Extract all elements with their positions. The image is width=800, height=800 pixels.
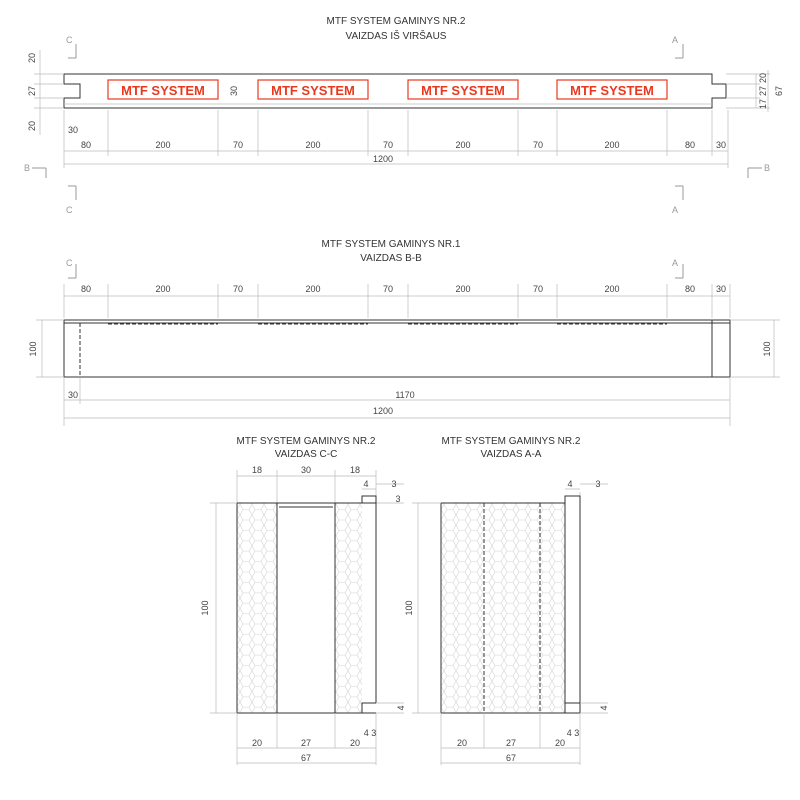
side-bottom-total: 1200 [372, 406, 394, 416]
side-panel-edges [64, 320, 730, 377]
section-aa-bottom-3: 20 [554, 738, 566, 748]
section-cc-top-3: 18 [349, 465, 361, 475]
section-cc-bottom-2: 27 [300, 738, 312, 748]
section-cc-notch-gap: 3 [391, 479, 397, 489]
side-seg-10: 30 [715, 284, 727, 294]
logo-3 [408, 80, 518, 99]
side-view [28, 239, 780, 426]
top-view-subtitle: VAIZDAS IŠ VIRŠAUS [345, 31, 447, 42]
side-seg-5: 70 [382, 284, 394, 294]
top-inner-dim: 30 [229, 85, 239, 97]
top-seg-8: 200 [604, 140, 620, 150]
logo-4-text: MTF SYSTEM [570, 83, 654, 98]
section-aa-subtitle: VAIZDAS A-A [480, 449, 542, 460]
section-aa-notch-gap: 3 [595, 479, 601, 489]
section-cc-top-1: 18 [251, 465, 263, 475]
section-aa-bottom-2: 27 [505, 738, 517, 748]
logo-2-text: MTF SYSTEM [271, 83, 355, 98]
top-view-title: MTF SYSTEM GAMINYS NR.2 [326, 16, 466, 27]
section-marker-c-top [66, 35, 76, 58]
side-seg-6: 200 [455, 284, 471, 294]
section-cc-hatch-left [237, 503, 277, 713]
section-aa-notch-w: 4 [567, 479, 573, 489]
section-aa-bottom-1: 20 [456, 738, 468, 748]
section-marker-c-bottom [66, 186, 76, 215]
section-aa-title: MTF SYSTEM GAMINYS NR.2 [441, 436, 581, 447]
top-left-dim-3: 20 [27, 120, 37, 132]
side-seg-3: 70 [232, 284, 244, 294]
side-view-title: MTF SYSTEM GAMINYS NR.1 [321, 239, 461, 250]
section-cc-title: MTF SYSTEM GAMINYS NR.2 [236, 436, 376, 447]
top-seg-4: 200 [305, 140, 321, 150]
side-seg-4: 200 [305, 284, 321, 294]
section-cc-notch-w: 4 [363, 479, 369, 489]
section-aa-hatch [441, 503, 565, 713]
top-seg-9: 80 [684, 140, 696, 150]
section-aa [404, 436, 609, 765]
section-cc-bottom-3: 20 [349, 738, 361, 748]
section-cc-bottom-1: 20 [251, 738, 263, 748]
top-seg-2: 200 [155, 140, 171, 150]
section-label-c-2: C [66, 205, 73, 215]
top-right-dim-1: 17 [758, 98, 768, 110]
section-label-c: C [66, 35, 73, 45]
section-label-b: B [24, 163, 31, 173]
side-panel-outline [64, 320, 730, 377]
top-seg-5: 70 [382, 140, 394, 150]
section-aa-height: 100 [404, 600, 414, 616]
section-marker-a-bottom [672, 186, 683, 215]
logo-3-text: MTF SYSTEM [421, 83, 505, 98]
top-seg-10: 30 [715, 140, 727, 150]
section-cc-top-2: 30 [300, 465, 312, 475]
logo-1-text: MTF SYSTEM [121, 83, 205, 98]
section-marker-a-top [672, 35, 683, 58]
section-aa-total: 67 [505, 753, 517, 763]
top-right-total: 67 [774, 85, 784, 97]
section-cc-height: 100 [200, 600, 210, 616]
logo-2 [258, 80, 368, 99]
top-seg-3: 70 [232, 140, 244, 150]
top-total-dim: 1200 [372, 154, 394, 164]
top-right-dim-2: 27 [758, 85, 768, 97]
top-left-dim-2: 27 [27, 85, 37, 97]
side-marker-c [66, 258, 76, 278]
side-seg-9: 80 [684, 284, 696, 294]
side-seg-1: 80 [80, 284, 92, 294]
section-cc-bottom-notch-h: 4 [396, 705, 406, 711]
section-label-a: A [672, 35, 679, 45]
side-seg-8: 200 [604, 284, 620, 294]
side-bottom-left: 30 [67, 390, 79, 400]
section-aa-bottom-notch-h: 4 [599, 705, 609, 711]
side-height-right: 100 [762, 341, 772, 357]
section-cc-bottom-notch: 4 3 [363, 728, 377, 738]
section-cc-total: 67 [300, 753, 312, 763]
top-edge-dim: 30 [67, 125, 79, 135]
side-seg-7: 70 [532, 284, 544, 294]
side-view-subtitle: VAIZDAS B-B [360, 253, 422, 264]
section-cc-subtitle: VAIZDAS C-C [274, 449, 338, 460]
top-left-dim-1: 20 [27, 52, 37, 64]
side-height-left: 100 [28, 341, 38, 357]
logo-4 [557, 80, 667, 99]
top-view [24, 16, 784, 215]
section-marker-b-left [24, 163, 46, 178]
top-seg-1: 80 [80, 140, 92, 150]
side-marker-a [672, 258, 683, 278]
side-label-a: A [672, 258, 679, 268]
section-cc-hatch-right [335, 503, 362, 713]
section-aa-bottom-notch: 4 3 [566, 728, 580, 738]
section-label-a-2: A [672, 205, 679, 215]
section-label-b-2: B [764, 163, 771, 173]
section-cc-notch-h: 3 [395, 494, 401, 504]
top-seg-6: 200 [455, 140, 471, 150]
top-seg-7: 70 [532, 140, 544, 150]
side-seg-2: 200 [155, 284, 171, 294]
section-marker-b-right [748, 163, 770, 178]
section-cc [200, 436, 406, 765]
side-label-c: C [66, 258, 73, 268]
top-right-dim-3: 20 [758, 72, 768, 84]
logo-1 [108, 80, 218, 99]
side-bottom-mid: 1170 [395, 390, 415, 400]
